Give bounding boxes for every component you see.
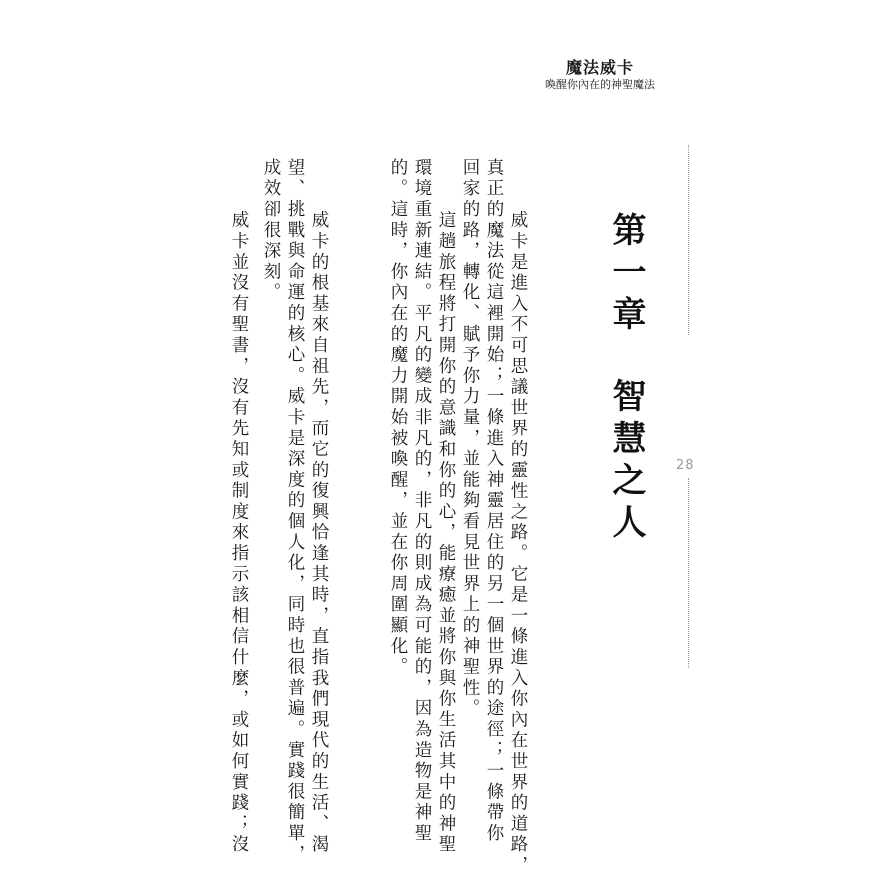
- book-title: 魔法威卡: [565, 58, 634, 77]
- body-line-9: 成效卻很深刻。: [261, 158, 281, 304]
- body-line-5: 環境重新連結。平凡的變成非凡的，非凡的則成為可能的，因為造物是神聖: [412, 158, 432, 845]
- body-line-2: 真正的魔法從這裡開始；一條進入神靈居住的另一個世界的途徑；一條帶你: [484, 158, 504, 845]
- body-line-4: 這趟旅程將打開你的意識和你的心，能療癒並將你與你生活其中的神聖: [436, 190, 456, 856]
- margin-rule-top: [688, 145, 689, 335]
- body-line-1: 威卡是進入不可思議世界的靈性之路。它是一條進入你內在世界的道路，: [508, 190, 528, 876]
- running-header: [520, 58, 680, 92]
- body-line-8: 望、挑戰與命運的核心。威卡是深度的個人化，同時也很普遍。實踐很簡單，: [285, 158, 305, 866]
- page-number: 28: [676, 458, 695, 473]
- body-line-10: 威卡並沒有聖書，沒有先知或制度來指示該相信什麼，或如何實踐；沒: [229, 190, 249, 856]
- body-line-3: 回家的路，轉化、賦予你力量，並能夠看見世界上的神聖性。: [460, 158, 480, 720]
- margin-rule-bottom: [688, 478, 689, 668]
- chapter-heading: [604, 212, 648, 546]
- chapter-name: 智慧之人: [606, 378, 646, 546]
- book-subtitle: 喚醒你內在的神聖魔法: [545, 78, 655, 91]
- body-line-7: 威卡的根基來自祖先，而它的復興恰逢其時，直指我們現代的生活、渴: [309, 190, 329, 856]
- body-line-6: 的。這時，你內在的魔力開始被喚醒，並在你周圍顯化。: [388, 158, 408, 678]
- chapter-number: 第一章: [606, 212, 646, 338]
